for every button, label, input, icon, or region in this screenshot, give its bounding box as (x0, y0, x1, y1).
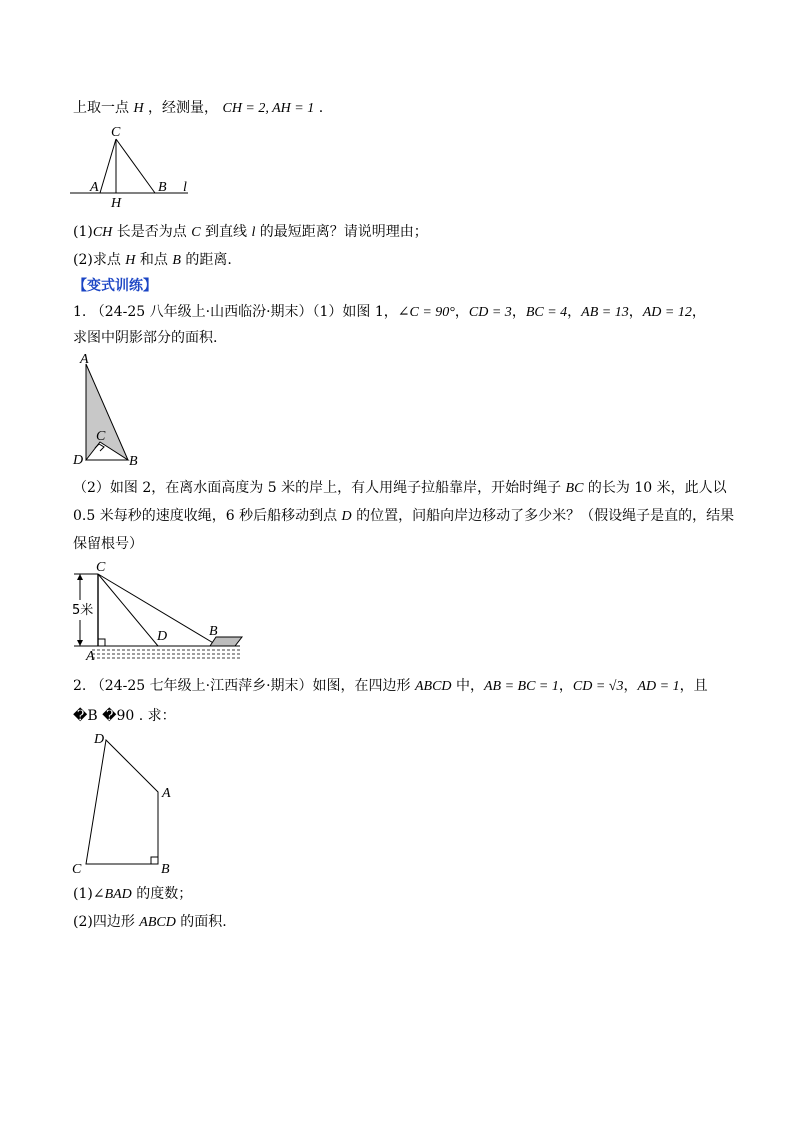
p2-sep: ， (623, 678, 638, 694)
intro-formula: CH = 2, AH = 1 (222, 101, 315, 116)
p1b-line1 (73, 478, 727, 499)
p1-ad: AD = 12 (642, 305, 692, 320)
p1b-t1: （2）如图 2，在离水面高度为 5 米的岸上，有人用绳子拉船靠岸，开始时绳子 (73, 480, 566, 496)
q2-p1-text: 的度数； (131, 886, 193, 902)
label-l: l (183, 180, 187, 195)
p1-sep: ， (691, 304, 706, 320)
p2-lead: 2. （24-25 七年级上·江西萍乡·期末）如图，在四边形 (73, 678, 415, 694)
fig2-label-d: D (157, 629, 168, 644)
intro-text-mid: ，经测量， (148, 100, 219, 116)
p1b-t4: 的位置，问船向岸边移动了多少米？（假设绳子是直的，结果 (351, 508, 735, 524)
p2-abbc: AB = BC = 1 (483, 679, 559, 694)
p2-quad: ABCD (414, 679, 452, 694)
fig1-label-b: B (129, 454, 138, 469)
p1b-line3: 保留根号） (73, 536, 143, 552)
q2-p2-t1: (2)四边形 (73, 914, 140, 930)
q0-p1-c: C (191, 225, 201, 240)
q0-part2 (73, 250, 232, 271)
intro-text: 上取一点 (73, 100, 129, 116)
p2-sep: ，且 (679, 678, 708, 694)
section-heading: 【变式训练】 (73, 278, 157, 294)
q2-p2-quad: ABCD (139, 915, 176, 930)
q0-p1-t1: 长是否为点 (112, 224, 192, 240)
figure-3-quadrilateral (70, 726, 185, 881)
label-a: A (90, 180, 99, 195)
p2-cd: CD = √3 (572, 679, 624, 694)
p1-cd: CD = 3 (468, 305, 512, 320)
q0-p2-t2: 和点 (135, 252, 173, 268)
fig1-label-d: D (73, 453, 84, 468)
fig3-label-c: C (72, 862, 82, 877)
fig3-label-d: D (94, 732, 105, 747)
figure-triangle-cah (70, 125, 200, 210)
p1-sep: ， (628, 304, 643, 320)
p1b-d: D (341, 509, 352, 524)
intro-end: . (318, 100, 324, 116)
label-h: H (111, 196, 122, 211)
p1b-bc: BC (565, 481, 584, 496)
p1b-t2: 的长为 10 米，此人以 (583, 480, 727, 496)
intro-line (73, 98, 323, 119)
p1-ab: AB = 13 (581, 305, 629, 320)
intro-var: H (133, 101, 144, 116)
fig3-label-a: A (162, 786, 171, 801)
q0-p2-h: H (125, 253, 136, 268)
figure-1-shaded-triangle (70, 352, 150, 467)
p2-sep: ， (558, 678, 573, 694)
p2-ad: AD = 1 (637, 679, 680, 694)
q2-p1-angle: ∠BAD (92, 887, 132, 902)
q2-part1 (73, 884, 192, 905)
q0-p1-ch: CH (92, 225, 113, 240)
q0-part1 (73, 222, 428, 243)
figure-2-boat-rope (70, 556, 245, 666)
q0-p1-t3: 的最短距离？请说明理由； (255, 224, 428, 240)
p1-sep: ， (454, 304, 469, 320)
q0-p2-t1: (2)求点 (73, 252, 126, 268)
q0-p1-num: (1) (73, 224, 93, 240)
q2-p2-t2: 的面积. (175, 914, 227, 930)
fig2-label-a: A (86, 649, 95, 664)
fig2-height-label: 5米 (72, 603, 94, 618)
p2-line2: �B �90 . 求： (73, 708, 176, 724)
fig3-label-b: B (161, 862, 170, 877)
p1b-line2 (73, 506, 734, 527)
q2-p1-num: (1) (73, 886, 93, 902)
q0-p1-l: l (251, 225, 256, 240)
p1-angle: ∠C = 90° (397, 305, 455, 320)
p2-mid: 中， (451, 678, 484, 694)
p2-line1 (73, 676, 708, 697)
p1-lead: 1. （24-25 八年级上·山西临汾·期末）（1）如图 1， (73, 304, 398, 320)
p1-bc: BC = 4 (525, 305, 568, 320)
p1-line1 (73, 302, 706, 323)
q2-part2 (73, 912, 227, 933)
fig1-label-c: C (96, 429, 106, 444)
p1b-t3: 0.5 米每秒的速度收绳，6 秒后船移动到点 (73, 508, 342, 524)
q0-p2-t3: 的距离. (180, 252, 232, 268)
fig2-label-c: C (96, 560, 106, 575)
p1-sep: ， (511, 304, 526, 320)
p1-sep: ， (567, 304, 582, 320)
q0-p1-t2: 到直线 (200, 224, 252, 240)
label-c: C (111, 125, 121, 140)
p1-line2: 求图中阴影部分的面积. (73, 330, 218, 346)
fig2-label-b: B (209, 624, 218, 639)
q0-p2-b: B (172, 253, 181, 268)
label-b: B (158, 180, 167, 195)
fig1-label-a: A (80, 352, 89, 367)
